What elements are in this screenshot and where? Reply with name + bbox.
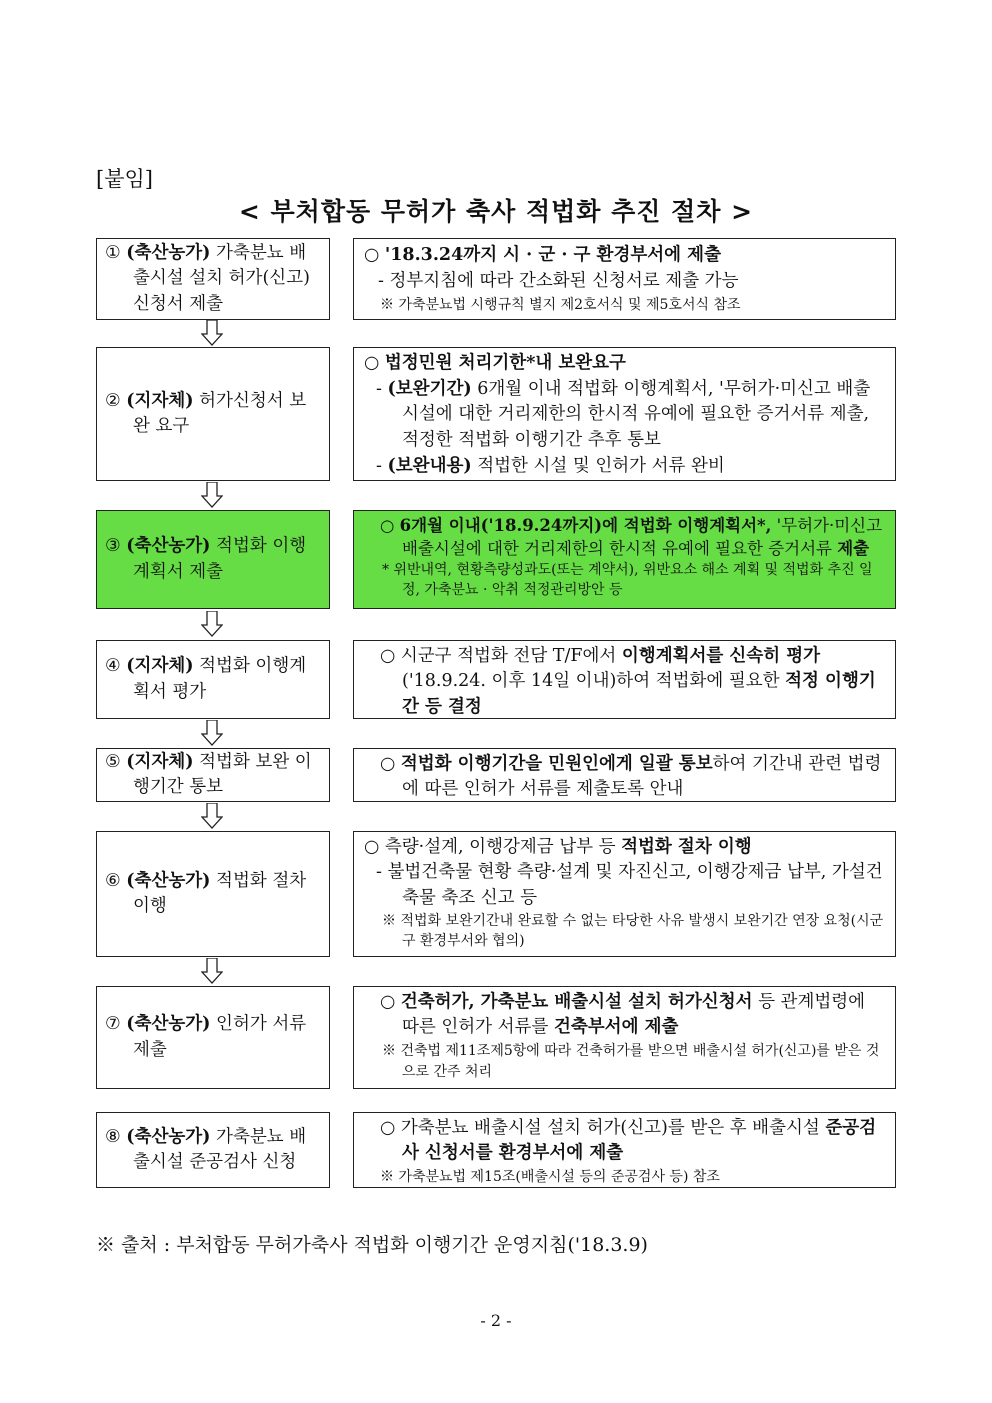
step-6-note: ※ 적법화 보완기간내 완료할 수 없는 타당한 사유 발생시 보완기간 연장 요청(시군구 환경부서와 협의) — [382, 913, 884, 950]
step-6-sub: - 불법건축물 현황 측량·설계 및 자진신고, 이행강제금 납부, 가설건축물 축조 신고 등 — [376, 862, 883, 908]
down-arrow-icon — [201, 958, 223, 984]
step-7-note: ※ 건축법 제11조제5항에 따라 건축허가를 받으면 배출시설 허가(신고)를 받은 것으로 간주 처리 — [382, 1042, 880, 1080]
step-8-note: ※ 가축분뇨법 제15조(배출시설 등의 준공검사 등) 참조 — [380, 1168, 720, 1185]
step-5-detail: ○ 적법화 이행기간을 민원인에게 일괄 통보하여 기간내 관련 법령에 따른 인허가 서류를 제출토록 안내 — [353, 748, 896, 802]
source-note: ※ 출처 : 부처합동 무허가축사 적법화 이행기간 운영지침('18.3.9) — [96, 1234, 648, 1256]
step-4-detail: ○ 시군구 적법화 전담 T/F에서 이행계획서를 신속히 평가 ('18.9.24. 이후 14일 이내)하여 적법화에 필요한 적정 이행기간 등 결정 — [353, 640, 896, 719]
step-6-detail: ○ 측량·설계, 이행강제금 납부 등 적법화 절차 이행 - 불법건축물 현황 측량·설계 및 자진신고, 이행강제금 납부, 가설건축물 축조 신고 등 ※ 적법화 보완기간내 완료할 수 없는 타당한 사유 발생시 보완기간 연장 요청(시군구 환경부서와 협의) — [353, 831, 896, 957]
attachment-label: [붙임] — [96, 167, 153, 191]
down-arrow-icon — [201, 611, 223, 637]
step-1-detail: ○ '18.3.24까지 시 · 군 · 구 환경부서에 제출 - 정부지침에 따라 간소화된 신청서로 제출 가능 ※ 가축분뇨법 시행규칙 별지 제2호서식 및 제5호서식 참조 — [353, 238, 896, 320]
step-3-label: ③ (축산농가) 적법화 이행계획서 제출 — [96, 510, 330, 609]
step-1-sub: - 정부지침에 따라 간소화된 신청서로 제출 가능 — [378, 271, 739, 292]
step-8-label: ⑧ (축산농가) 가축분뇨 배출시설 준공검사 신청 — [96, 1112, 330, 1188]
step-4-label: ④ (지자체) 적법화 이행계획서 평가 — [96, 640, 330, 719]
step-7-detail: ○ 건축허가, 가축분뇨 배출시설 설치 허가신청서 등 관계법령에 따른 인허가 서류를 건축부서에 제출 ※ 건축법 제11조제5항에 따라 건축허가를 받으면 배출시설 허가(신고)를 받은 것으로 간주 처리 — [353, 986, 896, 1089]
down-arrow-icon — [201, 482, 223, 508]
step-6-label: ⑥ (축산농가) 적법화 절차 이행 — [96, 831, 330, 957]
step-2-label: ② (지자체) 허가신청서 보완 요구 — [96, 347, 330, 481]
step-8-detail: ○ 가축분뇨 배출시설 설치 허가(신고)를 받은 후 배출시설 준공검사 신청서를 환경부서에 제출 ※ 가축분뇨법 제15조(배출시설 등의 준공검사 등) 참조 — [353, 1112, 896, 1188]
step-5-label: ⑤ (지자체) 적법화 보완 이행기간 통보 — [96, 748, 330, 802]
page-title: < 부처합동 무허가 축사 적법화 추진 절차 > — [238, 197, 754, 226]
down-arrow-icon — [201, 803, 223, 829]
step-3-detail: ○ 6개월 이내('18.9.24까지)에 적법화 이행계획서*, '무허가·미신고 배출시설에 대한 거리제한의 한시적 유예에 필요한 증거서류 제출 * 위반내역, 현황측량성과도(또는 계약서), 위반요소 해소 계획 및 적법화 추진 일정, 가축분뇨 · 악취 적정관리방안 등 — [353, 510, 896, 609]
step-2-detail: ○ 법정민원 처리기한*내 보완요구 - (보완기간) 6개월 이내 적법화 이행계획서, '무허가·미신고 배출시설에 대한 거리제한의 한시적 유예에 필요한 증거서류 제출, 적정한 적법화 이행기간 추후 통보 - (보완내용) 적법한 시설 및 인허가 서류 완비 — [353, 347, 896, 481]
step-7-label: ⑦ (축산농가) 인허가 서류 제출 — [96, 986, 330, 1089]
step-2-main: 법정민원 처리기한*내 보완요구 — [384, 353, 626, 373]
page-number: - 2 - — [480, 1311, 512, 1330]
down-arrow-icon — [201, 720, 223, 746]
step-1-main: '18.3.24까지 시 · 군 · 구 환경부서에 제출 — [384, 245, 721, 265]
step-3-note: * 위반내역, 현황측량성과도(또는 계약서), 위반요소 해소 계획 및 적법화 추진 일정, 가축분뇨 · 악취 적정관리방안 등 — [382, 562, 873, 599]
step-1-label: ① (축산농가) 가축분뇨 배출시설 설치 허가(신고) 신청서 제출 — [96, 238, 330, 320]
step-1-note: ※ 가축분뇨법 시행규칙 별지 제2호서식 및 제5호서식 참조 — [380, 296, 741, 313]
down-arrow-icon — [201, 320, 223, 346]
